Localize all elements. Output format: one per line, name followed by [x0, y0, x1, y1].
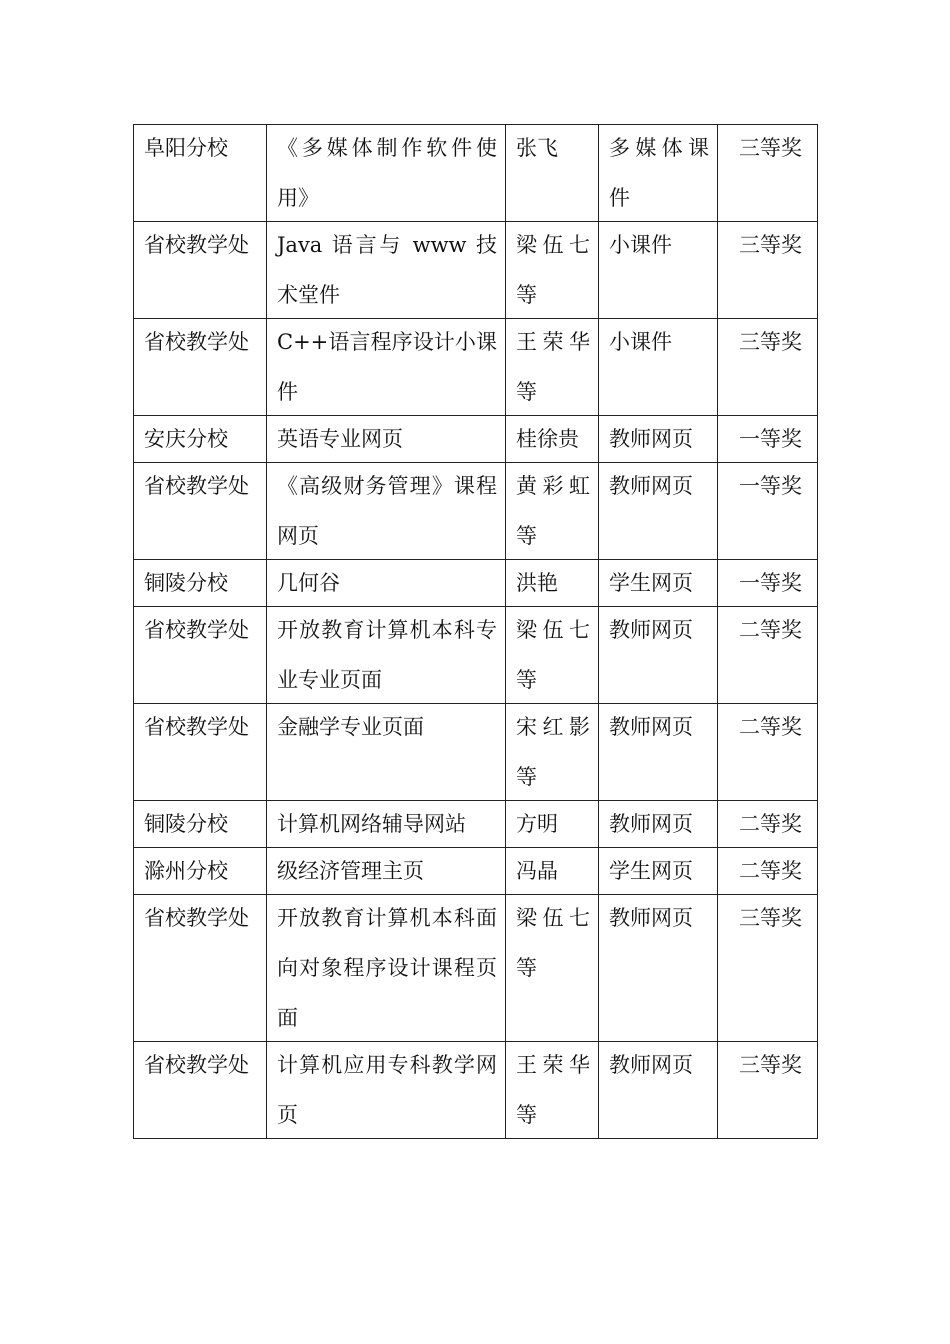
- award-cell: 二等奖: [718, 607, 818, 704]
- table-row: [134, 607, 818, 704]
- category-cell: 教师网页: [599, 607, 718, 704]
- title-cell: C++语言程序设计小课件: [267, 319, 506, 416]
- author-cell: 宋红影等: [506, 704, 599, 801]
- award-cell: 三等奖: [718, 895, 818, 1042]
- category-cell: 教师网页: [599, 801, 718, 848]
- unit-cell: 省校教学处: [134, 607, 267, 704]
- category-cell: 教师网页: [599, 704, 718, 801]
- unit-cell: 省校教学处: [134, 704, 267, 801]
- category-cell: 教师网页: [599, 1042, 718, 1139]
- category-cell: 小课件: [599, 222, 718, 319]
- title-cell: 开放教育计算机本科面向对象程序设计课程页面: [267, 895, 506, 1042]
- table-row: [134, 222, 818, 319]
- category-cell: 教师网页: [599, 463, 718, 560]
- author-cell: 张飞: [506, 125, 599, 222]
- author-cell: 黄彩虹等: [506, 463, 599, 560]
- awards-table: [133, 124, 818, 1139]
- title-cell: Java 语言与 www 技术堂件: [267, 222, 506, 319]
- award-cell: 二等奖: [718, 704, 818, 801]
- category-cell: 教师网页: [599, 416, 718, 463]
- author-cell: 方明: [506, 801, 599, 848]
- title-cell: 计算机应用专科教学网页: [267, 1042, 506, 1139]
- table-row: [134, 319, 818, 416]
- award-cell: 三等奖: [718, 222, 818, 319]
- title-cell: 开放教育计算机本科专业专业页面: [267, 607, 506, 704]
- unit-cell: 安庆分校: [134, 416, 267, 463]
- table-row: [134, 895, 818, 1042]
- table-row: [134, 801, 818, 848]
- author-cell: 梁伍七等: [506, 222, 599, 319]
- title-cell: 几何谷: [267, 560, 506, 607]
- author-cell: 王荣华等: [506, 1042, 599, 1139]
- award-cell: 一等奖: [718, 560, 818, 607]
- unit-cell: 阜阳分校: [134, 125, 267, 222]
- unit-cell: 滁州分校: [134, 848, 267, 895]
- unit-cell: 省校教学处: [134, 895, 267, 1042]
- table-row: [134, 463, 818, 560]
- unit-cell: 铜陵分校: [134, 560, 267, 607]
- author-cell: 洪艳: [506, 560, 599, 607]
- author-cell: 王荣华等: [506, 319, 599, 416]
- award-cell: 三等奖: [718, 1042, 818, 1139]
- unit-cell: 铜陵分校: [134, 801, 267, 848]
- category-cell: 教师网页: [599, 895, 718, 1042]
- table-row: [134, 416, 818, 463]
- award-cell: 二等奖: [718, 801, 818, 848]
- table-row: [134, 704, 818, 801]
- category-cell: 多媒体课件: [599, 125, 718, 222]
- unit-cell: 省校教学处: [134, 222, 267, 319]
- unit-cell: 省校教学处: [134, 463, 267, 560]
- author-cell: 梁伍七等: [506, 607, 599, 704]
- title-cell: 《多媒体制作软件使用》: [267, 125, 506, 222]
- title-cell: 《高级财务管理》课程网页: [267, 463, 506, 560]
- author-cell: 冯晶: [506, 848, 599, 895]
- category-cell: 小课件: [599, 319, 718, 416]
- category-cell: 学生网页: [599, 848, 718, 895]
- table-row: [134, 125, 818, 222]
- title-cell: 计算机网络辅导网站: [267, 801, 506, 848]
- title-cell: 金融学专业页面: [267, 704, 506, 801]
- table-row: [134, 560, 818, 607]
- unit-cell: 省校教学处: [134, 319, 267, 416]
- title-cell: 级经济管理主页: [267, 848, 506, 895]
- author-cell: 桂徐贵: [506, 416, 599, 463]
- award-cell: 三等奖: [718, 319, 818, 416]
- table-row: [134, 848, 818, 895]
- title-cell: 英语专业网页: [267, 416, 506, 463]
- award-cell: 一等奖: [718, 416, 818, 463]
- award-cell: 二等奖: [718, 848, 818, 895]
- author-cell: 梁伍七等: [506, 895, 599, 1042]
- award-cell: 三等奖: [718, 125, 818, 222]
- category-cell: 学生网页: [599, 560, 718, 607]
- award-cell: 一等奖: [718, 463, 818, 560]
- unit-cell: 省校教学处: [134, 1042, 267, 1139]
- table-row: [134, 1042, 818, 1139]
